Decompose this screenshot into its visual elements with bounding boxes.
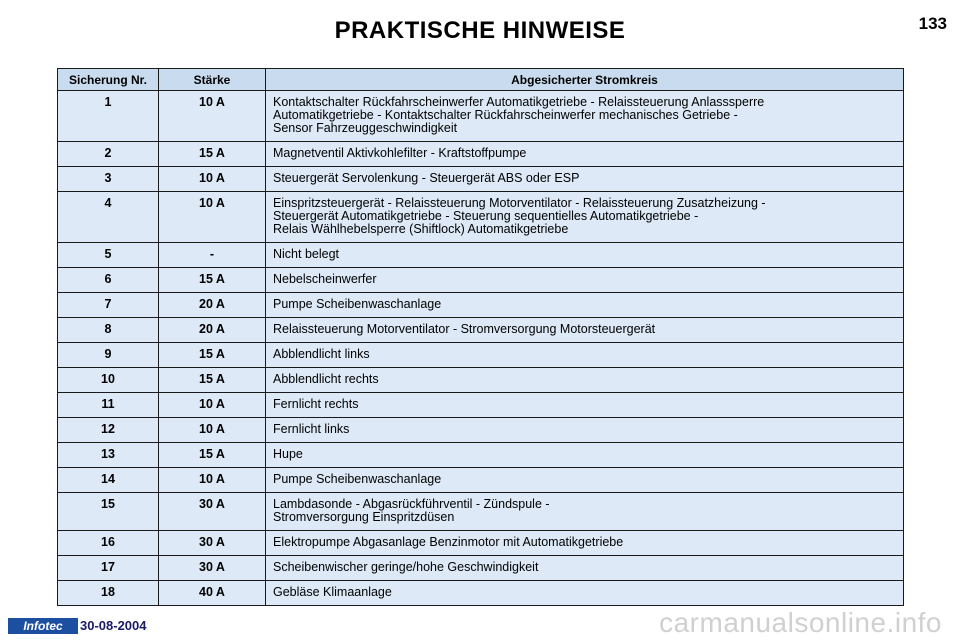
circuit-line: Pumpe Scheibenwaschanlage: [273, 472, 442, 486]
fuse-number-cell: 11: [58, 393, 159, 418]
circuit-line: Magnetventil Aktivkohlefilter - Kraftstoffpumpe: [273, 146, 527, 160]
table-row: [58, 581, 904, 606]
fuse-table-body: [58, 91, 904, 606]
circuit-line: Steuergerät Servolenkung - Steuergerät ABS oder ESP: [273, 171, 580, 185]
fuse-rating-cell: 40 A: [159, 581, 266, 606]
column-header-circuit: Abgesicherter Stromkreis: [266, 69, 904, 91]
fuse-number-cell: 18: [58, 581, 159, 606]
fuse-number-cell: 14: [58, 468, 159, 493]
circuit-line: Relais Wählhebelsperre (Shiftlock) Automatikgetriebe: [273, 222, 569, 236]
circuit-line: Abblendlicht links: [273, 347, 370, 361]
circuit-cell: [266, 167, 904, 192]
table-row: [58, 343, 904, 368]
fuse-rating-cell: 30 A: [159, 493, 266, 531]
fuse-number-cell: 10: [58, 368, 159, 393]
circuit-line: Stromversorgung Einspritzdüsen: [273, 510, 455, 524]
circuit-line: Steuergerät Automatikgetriebe - Steuerung sequentielles Automatikgetriebe -: [273, 209, 699, 223]
fuse-number-cell: 17: [58, 556, 159, 581]
fuse-rating-cell: 10 A: [159, 192, 266, 243]
table-row: [58, 91, 904, 142]
circuit-cell: [266, 268, 904, 293]
circuit-line: Hupe: [273, 447, 303, 461]
circuit-cell: [266, 142, 904, 167]
circuit-cell: [266, 393, 904, 418]
table-row: [58, 167, 904, 192]
circuit-line: Scheibenwischer geringe/hohe Geschwindigkeit: [273, 560, 539, 574]
fuse-rating-cell: 10 A: [159, 468, 266, 493]
fuse-number-cell: 5: [58, 243, 159, 268]
circuit-line: Relaissteuerung Motorventilator - Stromversorgung Motorsteuergerät: [273, 322, 656, 336]
fuse-rating-cell: 15 A: [159, 443, 266, 468]
circuit-cell: [266, 443, 904, 468]
circuit-cell: [266, 343, 904, 368]
fuse-number-cell: 4: [58, 192, 159, 243]
circuit-cell: [266, 468, 904, 493]
table-row: [58, 531, 904, 556]
circuit-cell: [266, 418, 904, 443]
circuit-line: Pumpe Scheibenwaschanlage: [273, 297, 442, 311]
circuit-line: Lambdasonde - Abgasrückführventil - Zündspule -: [273, 497, 550, 511]
circuit-line: Fernlicht links: [273, 422, 350, 436]
circuit-line: Nicht belegt: [273, 247, 340, 261]
fuse-rating-cell: 20 A: [159, 318, 266, 343]
circuit-line: Sensor Fahrzeuggeschwindigkeit: [273, 121, 458, 135]
table-row: [58, 142, 904, 167]
circuit-line: Fernlicht rechts: [273, 397, 359, 411]
column-header-rating: Stärke: [159, 69, 266, 91]
fuse-number-cell: 2: [58, 142, 159, 167]
fuse-number-cell: 6: [58, 268, 159, 293]
table-row: [58, 468, 904, 493]
circuit-line: Gebläse Klimaanlage: [273, 585, 392, 599]
fuse-rating-cell: 30 A: [159, 531, 266, 556]
fuse-rating-cell: 15 A: [159, 142, 266, 167]
page-number: 133: [918, 14, 947, 33]
circuit-cell: [266, 192, 904, 243]
table-row: [58, 318, 904, 343]
fuse-rating-cell: 15 A: [159, 343, 266, 368]
table-row: [58, 293, 904, 318]
fuse-number-cell: 15: [58, 493, 159, 531]
column-header-fuse-number: Sicherung Nr.: [58, 69, 159, 91]
circuit-cell: [266, 368, 904, 393]
circuit-line: Kontaktschalter Rückfahrscheinwerfer Automatikgetriebe - Relaissteuerung Anlasssperre: [273, 95, 765, 109]
page-title: PRAKTISCHE HINWEISE: [334, 17, 626, 44]
fuse-rating-cell: 15 A: [159, 268, 266, 293]
table-header-row: [58, 69, 904, 91]
circuit-line: Nebelscheinwerfer: [273, 272, 377, 286]
fuse-number-cell: 3: [58, 167, 159, 192]
fuse-table: [57, 68, 904, 606]
fuse-rating-cell: 10 A: [159, 418, 266, 443]
circuit-line: Automatikgetriebe - Kontaktschalter Rückfahrscheinwerfer mechanisches Getriebe -: [273, 108, 738, 122]
circuit-cell: [266, 556, 904, 581]
table-row: [58, 556, 904, 581]
circuit-cell: [266, 318, 904, 343]
watermark: carmanualsonline.info: [659, 607, 942, 638]
table-row: [58, 268, 904, 293]
circuit-cell: [266, 531, 904, 556]
circuit-cell: [266, 493, 904, 531]
fuse-number-cell: 16: [58, 531, 159, 556]
fuse-number-cell: 1: [58, 91, 159, 142]
fuse-rating-cell: 15 A: [159, 368, 266, 393]
circuit-line: Einspritzsteuergerät - Relaissteuerung Motorventilator - Relaissteuerung Zusatzheizung -: [273, 196, 766, 210]
table-row: [58, 192, 904, 243]
footer-date: 30-08-2004: [80, 618, 147, 633]
circuit-cell: [266, 91, 904, 142]
infotec-logo: Infotec: [8, 618, 78, 634]
fuse-number-cell: 7: [58, 293, 159, 318]
table-row: [58, 243, 904, 268]
table-row: [58, 493, 904, 531]
circuit-cell: [266, 243, 904, 268]
circuit-cell: [266, 293, 904, 318]
fuse-rating-cell: -: [159, 243, 266, 268]
fuse-rating-cell: 20 A: [159, 293, 266, 318]
table-row: [58, 368, 904, 393]
fuse-rating-cell: 10 A: [159, 393, 266, 418]
fuse-rating-cell: 30 A: [159, 556, 266, 581]
table-row: [58, 443, 904, 468]
fuse-rating-cell: 10 A: [159, 167, 266, 192]
fuse-number-cell: 8: [58, 318, 159, 343]
circuit-line: Elektropumpe Abgasanlage Benzinmotor mit Automatikgetriebe: [273, 535, 624, 549]
fuse-number-cell: 12: [58, 418, 159, 443]
table-row: [58, 418, 904, 443]
table-row: [58, 393, 904, 418]
fuse-number-cell: 9: [58, 343, 159, 368]
fuse-number-cell: 13: [58, 443, 159, 468]
circuit-cell: [266, 581, 904, 606]
circuit-line: Abblendlicht rechts: [273, 372, 379, 386]
fuse-rating-cell: 10 A: [159, 91, 266, 142]
